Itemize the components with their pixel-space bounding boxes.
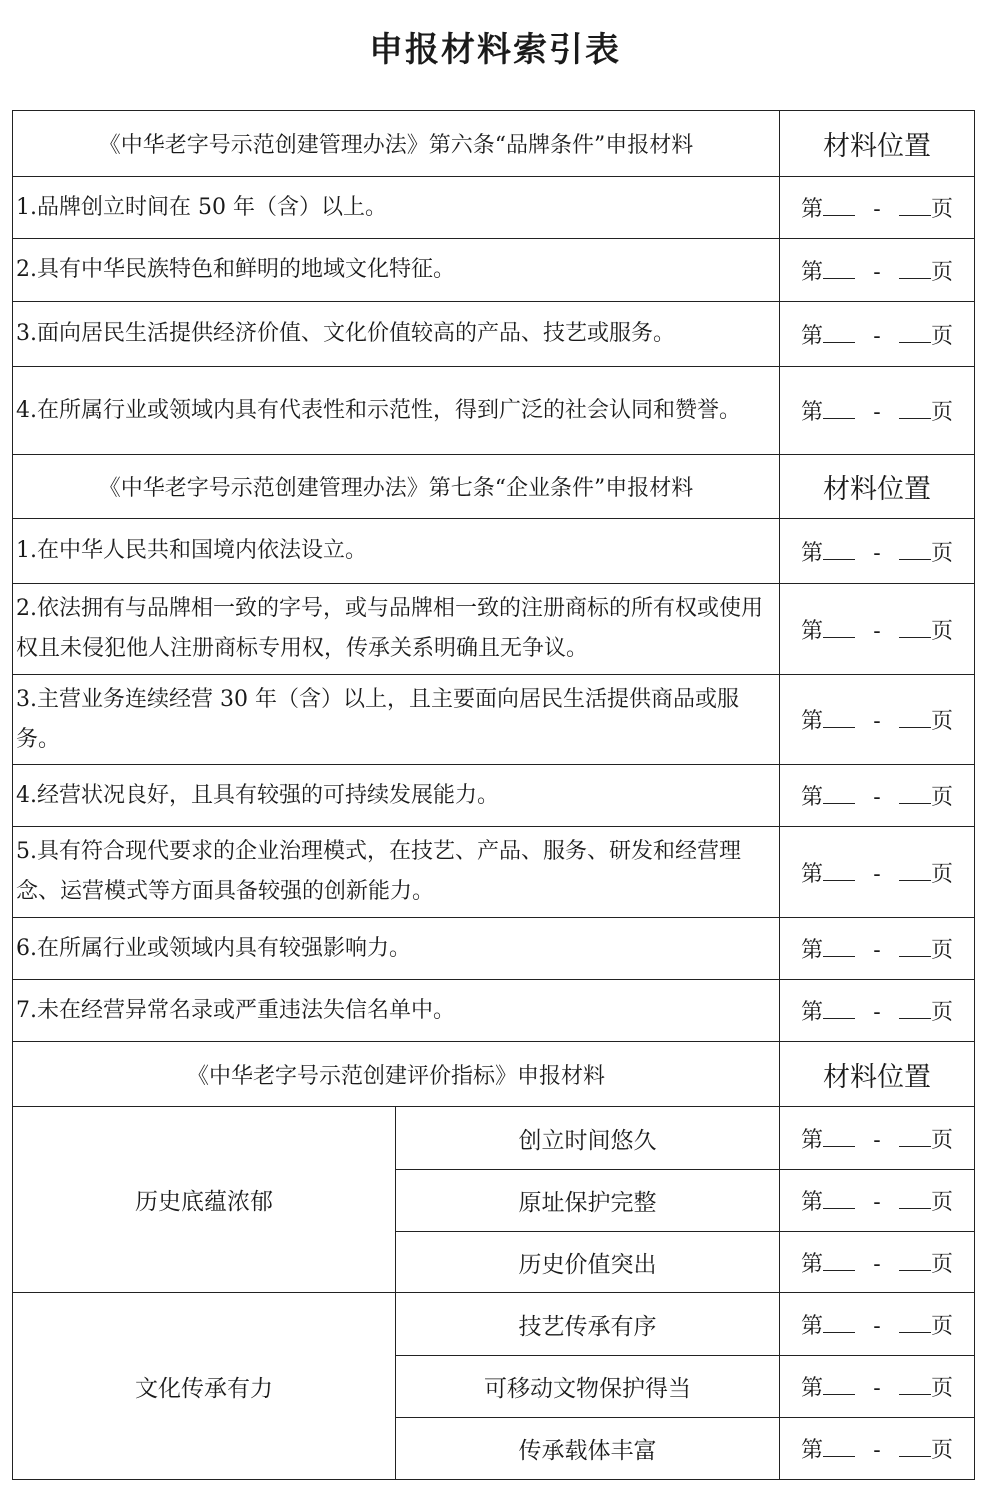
table-row — [13, 980, 975, 1042]
table-row — [13, 1293, 975, 1356]
indicator-cell: 技艺传承有序 — [396, 1293, 780, 1356]
section1-header-row — [13, 111, 975, 177]
page-location[interactable]: 第 - 页 — [780, 1170, 975, 1232]
requirement-item: 2.依法拥有与品牌相一致的字号，或与品牌相一致的注册商标的所有权或使用权且未侵犯他人注册商标专用权，传承关系明确且无争议。 — [13, 584, 780, 675]
table-row — [13, 918, 975, 980]
page-location[interactable]: 第 - 页 — [780, 1356, 975, 1418]
page-location[interactable]: 第 - 页 — [780, 1232, 975, 1293]
table-row — [13, 519, 975, 584]
section3-header: 《中华老字号示范创建评价指标》申报材料 — [13, 1042, 780, 1107]
requirement-item: 5.具有符合现代要求的企业治理模式，在技艺、产品、服务、研发和经营理念、运营模式等方面具备较强的创新能力。 — [13, 827, 780, 918]
category-cell: 历史底蕴浓郁 — [13, 1107, 396, 1293]
table-row — [13, 765, 975, 827]
page-location[interactable]: 第 - 页 — [780, 584, 975, 675]
page-location[interactable]: 第 - 页 — [780, 239, 975, 302]
page-location[interactable]: 第 - 页 — [780, 918, 975, 980]
page-location[interactable]: 第 - 页 — [780, 765, 975, 827]
indicator-cell: 历史价值突出 — [396, 1232, 780, 1293]
section1-header: 《中华老字号示范创建管理办法》第六条“品牌条件”申报材料 — [13, 111, 780, 177]
indicator-cell: 可移动文物保护得当 — [396, 1356, 780, 1418]
table-row — [13, 239, 975, 302]
page-location[interactable]: 第 - 页 — [780, 980, 975, 1042]
requirement-item: 3.主营业务连续经营 30 年（含）以上，且主要面向居民生活提供商品或服务。 — [13, 675, 780, 765]
requirement-item: 3.面向居民生活提供经济价值、文化价值较高的产品、技艺或服务。 — [13, 302, 780, 367]
category-cell: 文化传承有力 — [13, 1293, 396, 1480]
table-row — [13, 584, 975, 675]
requirement-item: 7.未在经营异常名录或严重违法失信名单中。 — [13, 980, 780, 1042]
table-row — [13, 367, 975, 455]
section2-header-row — [13, 455, 975, 519]
page-title: 申报材料索引表 — [369, 30, 621, 70]
requirement-item: 4.在所属行业或领域内具有代表性和示范性，得到广泛的社会认同和赞誉。 — [13, 367, 780, 455]
table-row — [13, 675, 975, 765]
requirement-item: 4.经营状况良好，且具有较强的可持续发展能力。 — [13, 765, 780, 827]
requirement-item: 6.在所属行业或领域内具有较强影响力。 — [13, 918, 780, 980]
index-table — [12, 110, 975, 1480]
page-location[interactable]: 第 - 页 — [780, 1107, 975, 1170]
location-header: 材料位置 — [780, 111, 975, 177]
table-row — [13, 827, 975, 918]
page-location[interactable]: 第 - 页 — [780, 827, 975, 918]
page-location[interactable]: 第 - 页 — [780, 675, 975, 765]
location-header: 材料位置 — [780, 455, 975, 519]
table-row — [13, 177, 975, 239]
page-location[interactable]: 第 - 页 — [780, 177, 975, 239]
indicator-cell: 原址保护完整 — [396, 1170, 780, 1232]
page-location[interactable]: 第 - 页 — [780, 1418, 975, 1480]
table-row — [13, 1107, 975, 1170]
indicator-cell: 创立时间悠久 — [396, 1107, 780, 1170]
page-location[interactable]: 第 - 页 — [780, 367, 975, 455]
location-header: 材料位置 — [780, 1042, 975, 1107]
table-row — [13, 302, 975, 367]
requirement-item: 1.在中华人民共和国境内依法设立。 — [13, 519, 780, 584]
requirement-item: 1.品牌创立时间在 50 年（含）以上。 — [13, 177, 780, 239]
section2-header: 《中华老字号示范创建管理办法》第七条“企业条件”申报材料 — [13, 455, 780, 519]
page-location[interactable]: 第 - 页 — [780, 519, 975, 584]
requirement-item: 2.具有中华民族特色和鲜明的地域文化特征。 — [13, 239, 780, 302]
section3-header-row — [13, 1042, 975, 1107]
page-location[interactable]: 第 - 页 — [780, 302, 975, 367]
page-location[interactable]: 第 - 页 — [780, 1293, 975, 1356]
indicator-cell: 传承载体丰富 — [396, 1418, 780, 1480]
